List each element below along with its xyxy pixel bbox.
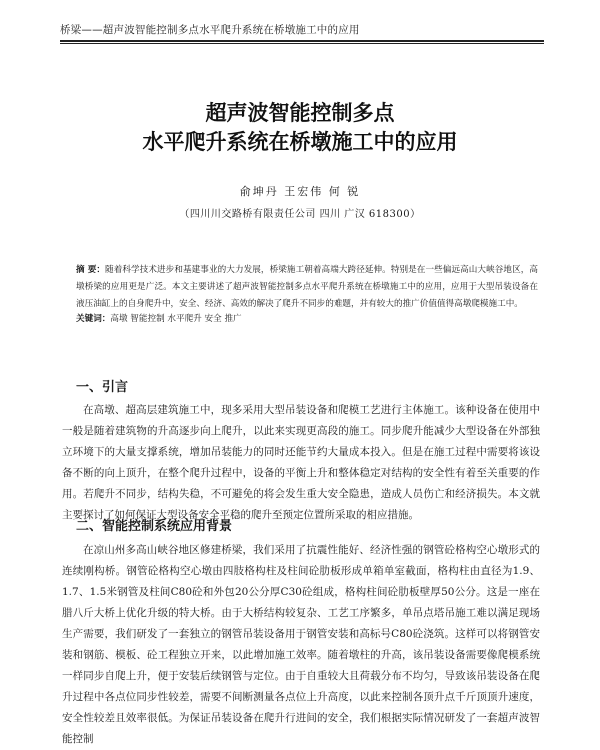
affiliation: （四川川交路桥有限责任公司 四川 广汉 618300） [179, 209, 421, 220]
article-title-line2: 水平爬升系统在桥墩施工中的应用 [142, 130, 458, 154]
section-heading-background: 二、智能控制系统应用背景 [76, 519, 233, 534]
section-paragraph-introduction: 在高墩、超高层建筑施工中，现多采用大型吊装设备和爬模工艺进行主体施工。该种设备在使用中一般是随着建筑物的升高逐步向上爬升，以此来实现更高段的施工。同步爬升能减少大型设备在外部独立环境下的大量支撑系统，增加吊装能力的同时还能节约大量成本投入。但是在施工过程中需要将该设备不断的向上顶升，在整个爬升过程中，设备的平衡上升和整体稳定对结构的安全性有着至关重要的作用。若爬升不同步，结构失稳，不可避免的将会发生重大安全隐患，造成人员伤亡和经济损失。本文就主要探讨了如何保证大型设备安全平稳的爬升至预定位置所采取的相应措施。 [62, 404, 540, 521]
abstract-text: 随着科学技术进步和基建事业的大力发展，桥梁施工朝着高端大跨径延伸。特别是在一些偏远高山大峡谷地区，高墩桥梁的应用更是广泛。本文主要讲述了超声波智能控制多点水平爬升系统在桥墩施工中的应用，应用于大型吊装设备在液压油缸上的自身爬升中，安全、经济、高效的解决了爬升不同步的难题，并有较大的推广价值值得高墩爬模施工中。 [76, 265, 538, 309]
authors: 俞坤丹 王宏伟 何 锐 [239, 185, 361, 198]
abstract-label: 摘 要： [76, 265, 106, 275]
header-rule [60, 40, 544, 42]
section-heading-introduction: 一、引言 [76, 380, 129, 395]
article-title-line1: 超声波智能控制多点 [205, 101, 395, 125]
keywords [76, 311, 538, 328]
running-header: 桥梁——超声波智能控制多点水平爬升系统在桥墩施工中的应用 [60, 24, 360, 36]
keywords-label: 关键词： [76, 314, 111, 324]
abstract [76, 262, 538, 313]
section-paragraph-background: 在凉山州多高山峡谷地区修建桥梁，我们采用了抗震性能好、经济性强的钢管砼格构空心墩形式的连续刚构桥。钢管砼格构空心墩由四肢格构柱及柱间砼肋板形成单箱单室截面，格构柱由直径为1.9、1.7、1.5米钢管及柱间C80砼和外包20公分厚C30砼组成，格构柱间砼肋板壁厚50公分。这是一座在腊八斤大桥上优化升级的特大桥。由于大桥结构较复杂、工艺工序繁多，单吊点塔吊施工难以满足现场生产需要，我们研发了一套独立的钢管吊装设备用于钢管安装和高标号C80砼浇筑。这样可以将钢管安装和钢筋、模板、砼工程独立开来，以此增加施工效率。随着墩柱的升高，该吊装设备需要像爬模系统一样同步自爬上升，便于安装后续钢管与定位。由于自重较大且荷载分布不均匀，导致该吊装设备在爬升过程中各点位同步性较差，需要不间断测量各点位上升高度，以此来控制各顶升点千斤顶顶升速度，安全性较差且效率很低。为保证吊装设备在爬升行进间的安全，我们根据实际情况研发了一套超声波智能控制 [62, 544, 540, 745]
keywords-text: 高墩 智能控制 水平爬升 安全 推广 [110, 314, 242, 324]
header-rule-thin [60, 43, 544, 44]
